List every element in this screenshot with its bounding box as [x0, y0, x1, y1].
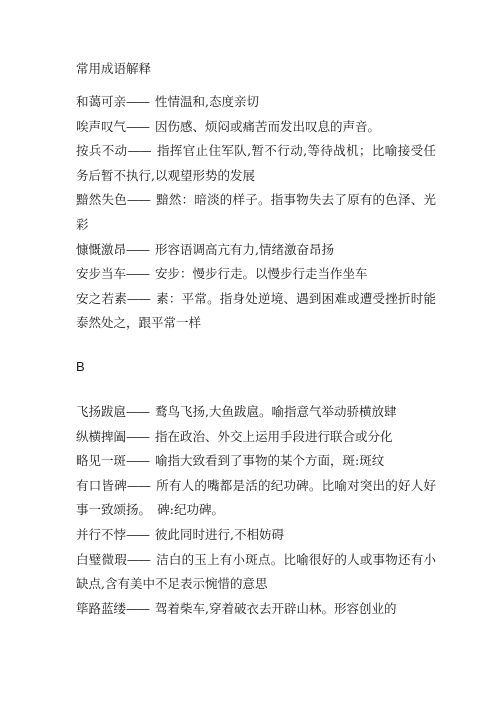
idiom-list-b — [76, 400, 436, 621]
idiom-entry — [76, 523, 436, 548]
idiom-definition: 鹜鸟飞扬,大鱼跋扈。喻指意气举动骄横放肆 — [155, 404, 397, 419]
idiom-definition: 喻指大致看到了事物的某个方面，斑:斑纹 — [155, 453, 385, 469]
idiom-entry — [76, 449, 436, 474]
idiom-term: 略见一斑 — [76, 453, 127, 469]
idiom-definition: 所有人的嘴都是活的纪功碑。比喻对突出的好人好事一致颂扬。 碑:纪功碑。 — [76, 477, 436, 518]
idiom-term: 飞扬跋扈 — [76, 404, 127, 419]
idiom-term: 有口皆碑 — [76, 477, 127, 493]
idiom-list-a — [76, 90, 436, 336]
idiom-dash: —— — [126, 266, 150, 282]
idiom-dash: —— — [126, 192, 150, 208]
idiom-definition: 彼此同时进行,不相妨碍 — [155, 526, 284, 542]
idiom-dash: —— — [126, 551, 150, 567]
idiom-term: 按兵不动 — [76, 143, 128, 159]
idiom-entry — [76, 287, 436, 336]
idiom-definition: 指在政治、外交上运用手段进行联合或分化 — [155, 428, 393, 444]
idiom-dash: —— — [126, 428, 150, 444]
idiom-definition: 指挥官止住军队,暂不行动,等待战机；比喻接受任务后暂不执行,以观望形势的发展 — [76, 143, 436, 183]
idiom-term: 安之若素 — [76, 290, 127, 306]
idiom-term: 并行不悖 — [76, 526, 127, 542]
idiom-definition: 形容语调高亢有力,情绪激奋昂扬 — [155, 241, 334, 257]
idiom-entry — [76, 425, 436, 450]
idiom-entry — [76, 188, 436, 237]
idiom-term: 安步当车 — [76, 266, 127, 282]
idiom-definition: 安步：慢步行走。以慢步行走当作坐车 — [155, 266, 368, 282]
idiom-dash: —— — [126, 477, 150, 493]
idiom-entry — [76, 90, 436, 115]
idiom-definition: 驾着柴车,穿着破衣去开辟山林。形容创业的 — [155, 600, 397, 616]
idiom-dash: —— — [126, 290, 150, 306]
idiom-entry — [76, 548, 436, 597]
idiom-dash: —— — [126, 600, 150, 616]
idiom-definition: 素：平常。指身处逆境、遇到困难或遭受挫折时能泰然处之，跟平常一样 — [76, 290, 436, 331]
idiom-term: 白璧微瑕 — [76, 551, 127, 567]
idiom-dash: —— — [126, 404, 150, 419]
idiom-entry — [76, 139, 436, 188]
section-heading-b: B — [76, 359, 85, 374]
idiom-term: 黯然失色 — [76, 192, 127, 208]
idiom-dash: —— — [126, 241, 150, 257]
idiom-dash: —— — [126, 94, 150, 109]
idiom-dash: —— — [127, 143, 151, 159]
idiom-entry — [76, 262, 436, 287]
idiom-term: 纵横捭阖 — [76, 428, 127, 444]
idiom-definition: 黯然：暗淡的样子。指事物失去了原有的色泽、光彩 — [76, 192, 436, 232]
idiom-term: 慷慨激昂 — [76, 241, 127, 257]
idiom-definition: 性情温和,态度亲切 — [155, 94, 259, 109]
idiom-entry — [76, 597, 436, 622]
idiom-entry — [76, 115, 436, 140]
idiom-dash: —— — [126, 526, 150, 542]
idiom-dash: —— — [126, 118, 150, 134]
idiom-entry — [76, 474, 436, 523]
idiom-definition: 因伤感、烦闷或痛苦而发出叹息的声音。 — [155, 118, 381, 134]
idiom-entry — [76, 400, 436, 425]
idiom-definition: 洁白的玉上有小斑点。比喻很好的人或事物还有小缺点,含有美中不足表示惋惜的意思 — [76, 551, 436, 592]
idiom-term: 筚路蓝缕 — [76, 600, 127, 616]
idiom-entry — [76, 238, 436, 263]
idiom-term: 和蔼可亲 — [76, 94, 127, 109]
page-title: 常用成语解释 — [76, 61, 152, 76]
idiom-dash: —— — [126, 453, 150, 469]
idiom-term: 唉声叹气 — [76, 118, 127, 134]
